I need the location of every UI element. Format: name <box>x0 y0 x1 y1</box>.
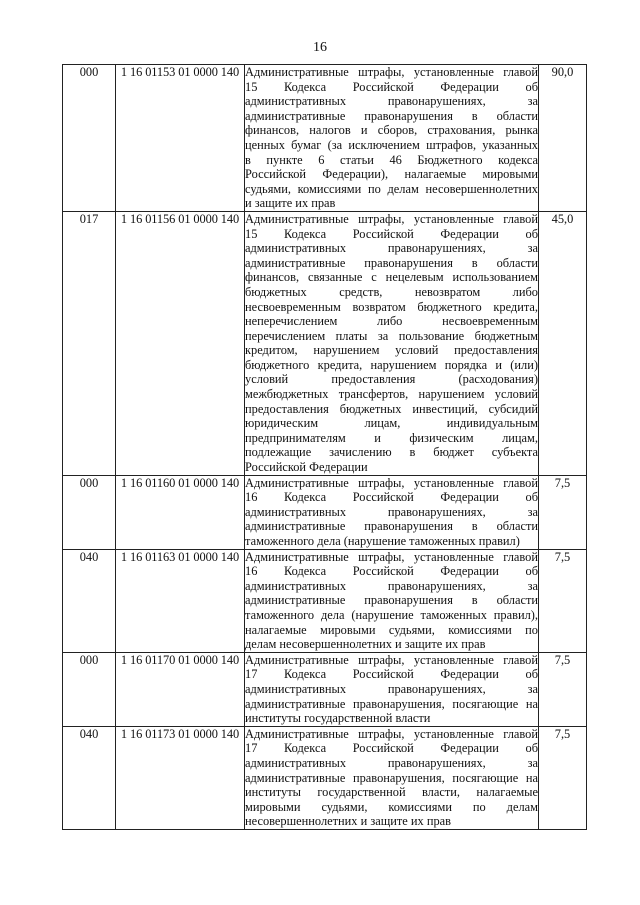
description-line: предпринимателям и физическим лицам, <box>245 430 538 445</box>
table-row <box>63 652 587 726</box>
amount-cell: 7,5 <box>539 726 587 829</box>
description-line: мировыми судьями, комиссиями по делам <box>245 799 538 814</box>
kbk-code-cell: 1 16 01156 01 0000 140 <box>116 211 245 475</box>
description-line: перечислением платы за пользование бюджетным <box>245 328 538 343</box>
description-line: таможенного дела (нарушение таможенных правил) <box>245 534 520 548</box>
description-cell <box>245 652 539 726</box>
description-cell <box>245 726 539 829</box>
description-line: административных правонарушениях, за <box>245 755 538 770</box>
description-line: Административные штрафы, установленные главой <box>245 211 538 226</box>
description-line: административные правонарушения в области <box>245 255 538 270</box>
description-cell <box>245 65 539 212</box>
kbk-code-cell: 1 16 01170 01 0000 140 <box>116 652 245 726</box>
description-line: Административные штрафы, установленные главой <box>245 65 538 79</box>
description-line: неперечислением либо несвоевременным <box>245 314 538 329</box>
kbk-code-cell: 1 16 01153 01 0000 140 <box>116 65 245 212</box>
description-line: несвоевременным возвратом бюджетного кредита, <box>245 299 538 314</box>
description-line: бюджетных средств, невозвратом либо <box>245 284 538 299</box>
admin-code-cell: 017 <box>63 211 116 475</box>
description-cell <box>245 549 539 652</box>
description-cell <box>245 211 539 475</box>
description-line: кредитом, нарушением условий предоставления <box>245 343 538 358</box>
description-line: административных правонарушениях, за <box>245 504 538 519</box>
description-line: юридическим лицам, индивидуальным <box>245 416 538 431</box>
description-cell <box>245 475 539 549</box>
description-line: 15 Кодекса Российской Федерации об <box>245 79 538 94</box>
admin-code-cell: 000 <box>63 652 116 726</box>
description-line: финансов, налогов и сборов, страхования, рынка <box>245 123 538 138</box>
description-line: 15 Кодекса Российской Федерации об <box>245 226 538 241</box>
amount-cell: 45,0 <box>539 211 587 475</box>
description-line: административные правонарушения, посягающие на <box>245 696 538 711</box>
description-line: институты государственной власти <box>245 711 431 726</box>
description-line: таможенного дела (нарушение таможенных правил), <box>245 607 538 622</box>
amount-cell: 7,5 <box>539 475 587 549</box>
admin-code-cell: 000 <box>63 65 116 212</box>
description-line: Российской Федерации), налагаемые мировыми <box>245 167 538 182</box>
amount-cell: 7,5 <box>539 549 587 652</box>
description-line: административных правонарушениях, за <box>245 681 538 696</box>
description-line: предоставления бюджетных инвестиций, субсидий <box>245 401 538 416</box>
description-line: и защите их прав <box>245 196 336 211</box>
table-body <box>63 65 587 830</box>
kbk-code-cell: 1 16 01163 01 0000 140 <box>116 549 245 652</box>
budget-revenue-table <box>62 64 587 830</box>
description-line: ценных бумаг (за исключением штрафов, указанных <box>245 137 538 152</box>
description-line: подлежащие зачислению в бюджет субъекта <box>245 445 538 460</box>
table-row <box>63 65 587 212</box>
description-line: административные правонарушения в области <box>245 519 538 534</box>
amount-cell: 90,0 <box>539 65 587 212</box>
table-row <box>63 549 587 652</box>
description-line: административных правонарушениях, за <box>245 241 538 256</box>
description-line: бюджетного кредита, нарушением порядка и (или) <box>245 357 538 372</box>
table-row <box>63 211 587 475</box>
admin-code-cell: 000 <box>63 475 116 549</box>
kbk-code-cell: 1 16 01160 01 0000 140 <box>116 475 245 549</box>
description-line: делам несовершеннолетних и защите их прав <box>245 637 486 652</box>
description-line: 16 Кодекса Российской Федерации об <box>245 490 538 505</box>
description-line: условий предоставления (расходования) <box>245 372 538 387</box>
description-line: финансов, связанные с нецелевым использованием <box>245 270 538 285</box>
admin-code-cell: 040 <box>63 726 116 829</box>
amount-cell: 7,5 <box>539 652 587 726</box>
description-line: 17 Кодекса Российской Федерации об <box>245 741 538 756</box>
description-line: налагаемые мировыми судьями, комиссиями по <box>245 622 538 637</box>
description-line: Российской Федерации <box>245 460 368 475</box>
description-line: административные правонарушения, посягающие на <box>245 770 538 785</box>
kbk-code-cell: 1 16 01173 01 0000 140 <box>116 726 245 829</box>
description-line: судьями, комиссиями по делам несовершеннолетних <box>245 181 538 196</box>
description-line: Административные штрафы, установленные главой <box>245 549 538 564</box>
description-line: межбюджетных трансфертов, нарушением условий <box>245 387 538 402</box>
description-line: в пункте 6 статьи 46 Бюджетного кодекса <box>245 152 538 167</box>
description-line: административных правонарушениях, за <box>245 578 538 593</box>
description-line: Административные штрафы, установленные главой <box>245 475 538 490</box>
description-line: административные правонарушения в области <box>245 593 538 608</box>
table-row <box>63 475 587 549</box>
description-line: несовершеннолетних и защите их прав <box>245 814 452 829</box>
page-number: 16 <box>313 40 327 55</box>
admin-code-cell: 040 <box>63 549 116 652</box>
description-line: административные правонарушения в области <box>245 108 538 123</box>
description-line: административных правонарушениях, за <box>245 94 538 109</box>
description-line: Административные штрафы, установленные главой <box>245 652 538 667</box>
description-line: 17 Кодекса Российской Федерации об <box>245 667 538 682</box>
description-line: институты государственной власти, налагаемые <box>245 785 538 800</box>
description-line: Административные штрафы, установленные главой <box>245 726 538 741</box>
table-row <box>63 726 587 829</box>
description-line: 16 Кодекса Российской Федерации об <box>245 564 538 579</box>
